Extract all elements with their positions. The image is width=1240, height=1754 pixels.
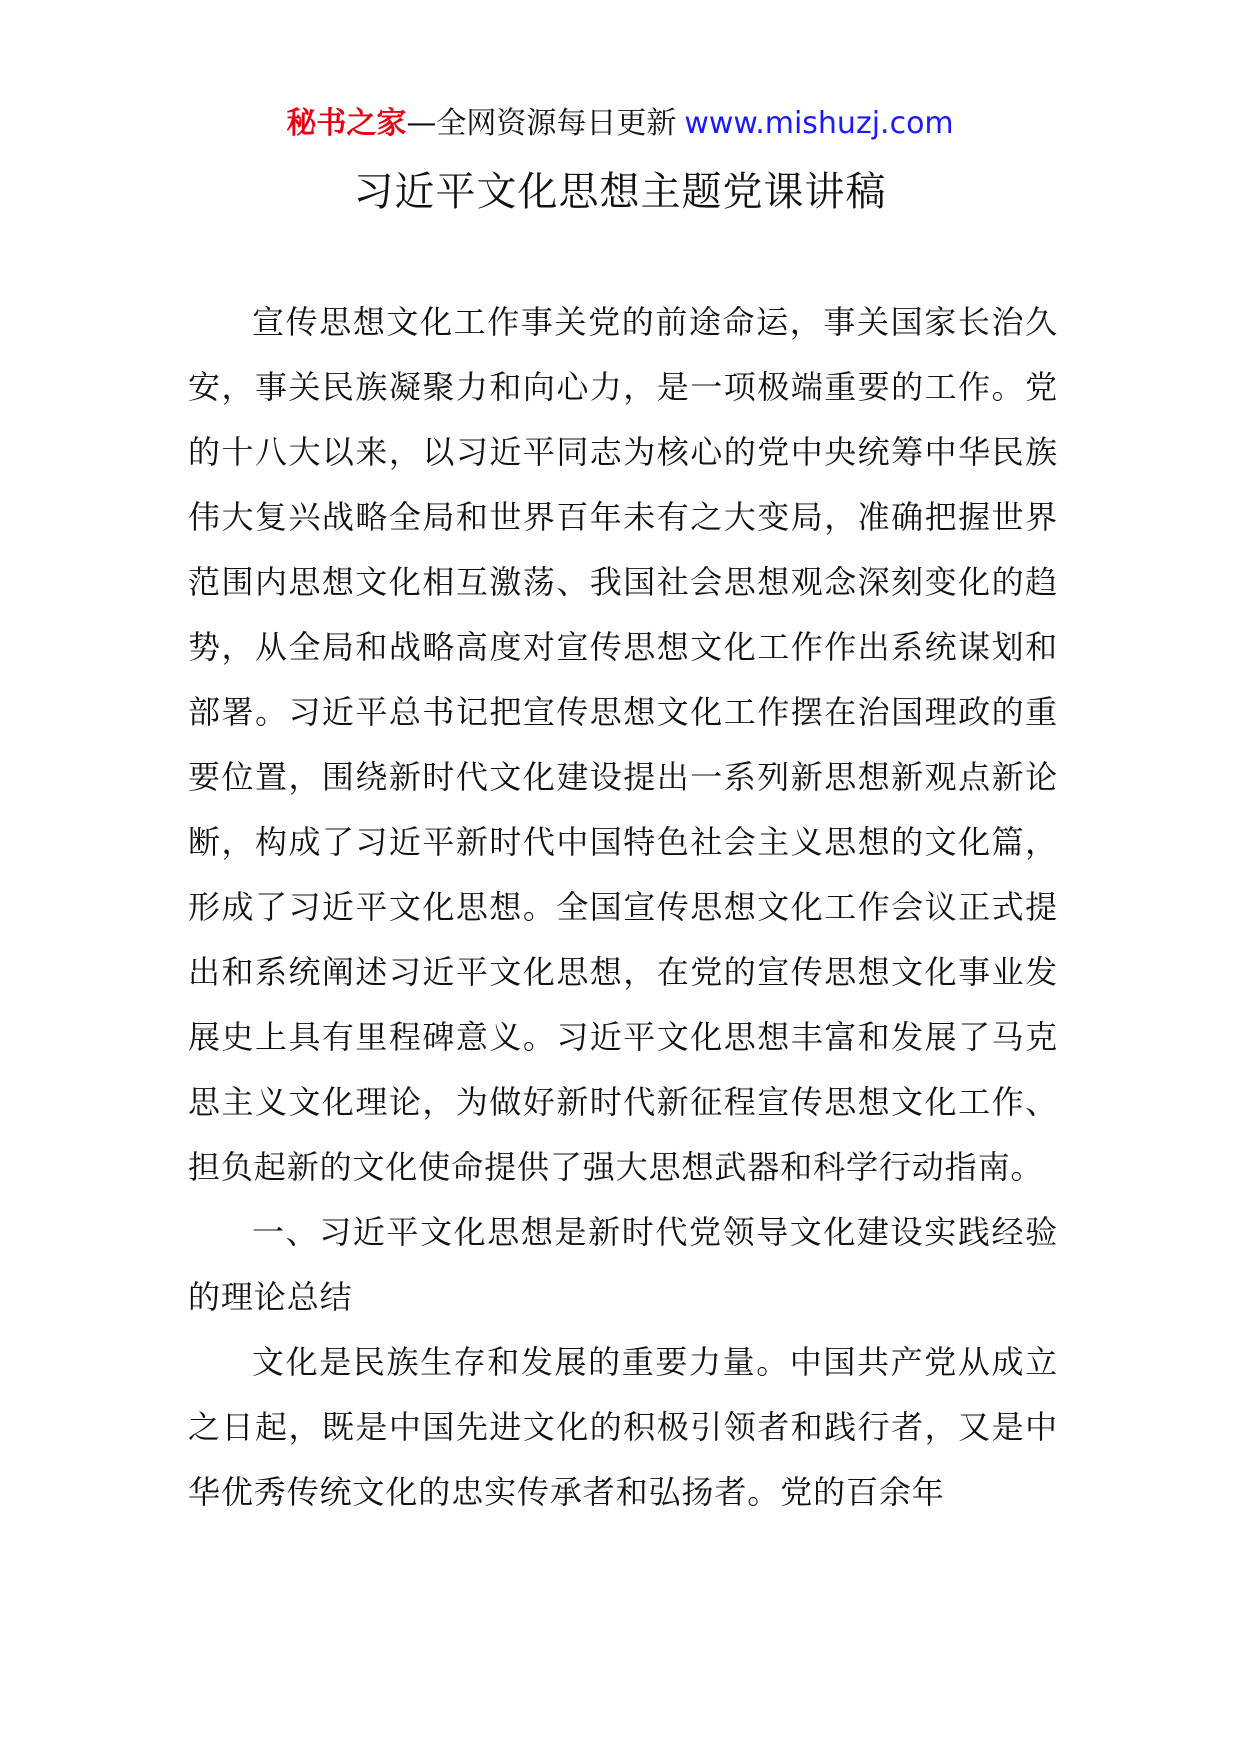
paragraph-intro: 宣传思想文化工作事关党的前途命运，事关国家长治久安，事关民族凝聚力和向心力，是一项极端重要的工作。党的十八大以来，以习近平同志为核心的党中央统筹中华民族伟大复兴战略全局和世界百年未有之大变局，准确把握世界范围内思想文化相互激荡、我国社会思想观念深刻变化的趋势，从全局和战略高度对宣传思想文化工作作出系统谋划和部署。习近平总书记把宣传思想文化工作摆在治国理政的重要位置，围绕新时代文化建设提出一系列新思想新观点新论断，构成了习近平新时代中国特色社会主义思想的文化篇，形成了习近平文化思想。全国宣传思想文化工作会议正式提出和系统阐述习近平文化思想，在党的宣传思想文化事业发展史上具有里程碑意义。习近平文化思想丰富和发展了马克思主义文化理论，为做好新时代新征程宣传思想文化工作、担负起新的文化使命提供了强大思想武器和科学行动指南。	[188, 303, 1058, 1186]
document-body	[188, 290, 1058, 1525]
brand-name: 秘书之家	[286, 106, 407, 141]
section-heading-1: 一、习近平文化思想是新时代党领导文化建设实践经验的理论总结	[188, 1213, 1058, 1316]
paragraph-section-1: 文化是民族生存和发展的重要力量。中国共产党从成立之日起，既是中国先进文化的积极引领者和践行者，又是中华优秀传统文化的忠实传承者和弘扬者。党的百余年	[188, 1343, 1058, 1511]
site-slogan: —全网资源每日更新	[406, 106, 677, 141]
site-header	[0, 100, 1240, 148]
document-title: 习近平文化思想主题党课讲稿	[353, 169, 887, 215]
site-url-link[interactable]: www.mishuzj.com	[684, 106, 954, 141]
